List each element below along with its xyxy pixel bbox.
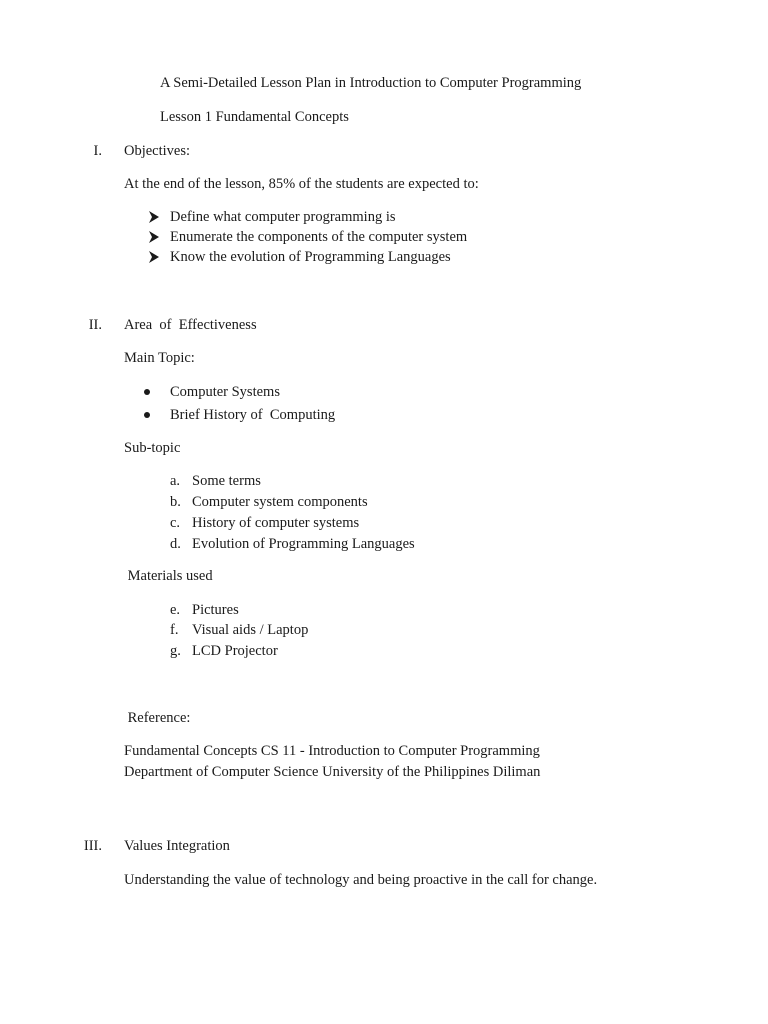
section-numeral-2: II. (88, 317, 102, 333)
reference-line: Department of Computer Science University of the Philippines Diliman (124, 764, 541, 780)
subtopic-label: Sub-topic (124, 440, 181, 456)
objectives-heading: Objectives: (124, 143, 191, 159)
objective-item: Define what computer programming is (170, 209, 396, 225)
reference-label: Reference: (124, 710, 191, 726)
subtopic-item: Evolution of Programming Languages (192, 536, 415, 552)
section-numeral-1: I. (93, 143, 102, 159)
objective-item: Know the evolution of Programming Languages (170, 249, 451, 265)
section-numeral-3: III. (83, 838, 102, 854)
material-letter: f. (170, 622, 179, 638)
material-letter: e. (170, 602, 181, 618)
arrow-bullet-icon (148, 251, 160, 263)
arrow-bullet-icon (148, 211, 160, 223)
materials-label: Materials used (124, 568, 213, 584)
subtopic-item: History of computer systems (192, 515, 360, 531)
subtopic-letter: b. (170, 494, 181, 510)
lesson-title: Lesson 1 Fundamental Concepts (160, 109, 349, 125)
values-text: Understanding the value of technology and being proactive in the call for change. (124, 872, 598, 888)
subtopic-letter: c. (170, 515, 181, 531)
subtopic-letter: d. (170, 536, 181, 552)
subtopic-letter: a. (170, 473, 181, 489)
bullet-icon (144, 389, 150, 395)
arrow-bullet-icon (148, 231, 160, 243)
subtopic-item: Some terms (192, 473, 261, 489)
material-item: Visual aids / Laptop (192, 622, 309, 638)
main-topic-item: Brief History of Computing (170, 407, 336, 423)
subtopic-item: Computer system components (192, 494, 368, 510)
area-heading: Area of Effectiveness (124, 317, 257, 333)
objective-item: Enumerate the components of the computer system (170, 229, 468, 245)
objectives-intro: At the end of the lesson, 85% of the students are expected to: (124, 176, 479, 192)
reference-line: Fundamental Concepts CS 11 - Introduction to Computer Programming (124, 743, 540, 759)
main-topic-item: Computer Systems (170, 384, 280, 400)
material-item: LCD Projector (192, 643, 278, 659)
main-topic-label: Main Topic: (124, 350, 195, 366)
bullet-icon (144, 412, 150, 418)
values-heading: Values Integration (124, 838, 230, 854)
material-item: Pictures (192, 602, 239, 618)
material-letter: g. (170, 643, 181, 659)
document-title: A Semi-Detailed Lesson Plan in Introduction to Computer Programming (160, 75, 582, 91)
